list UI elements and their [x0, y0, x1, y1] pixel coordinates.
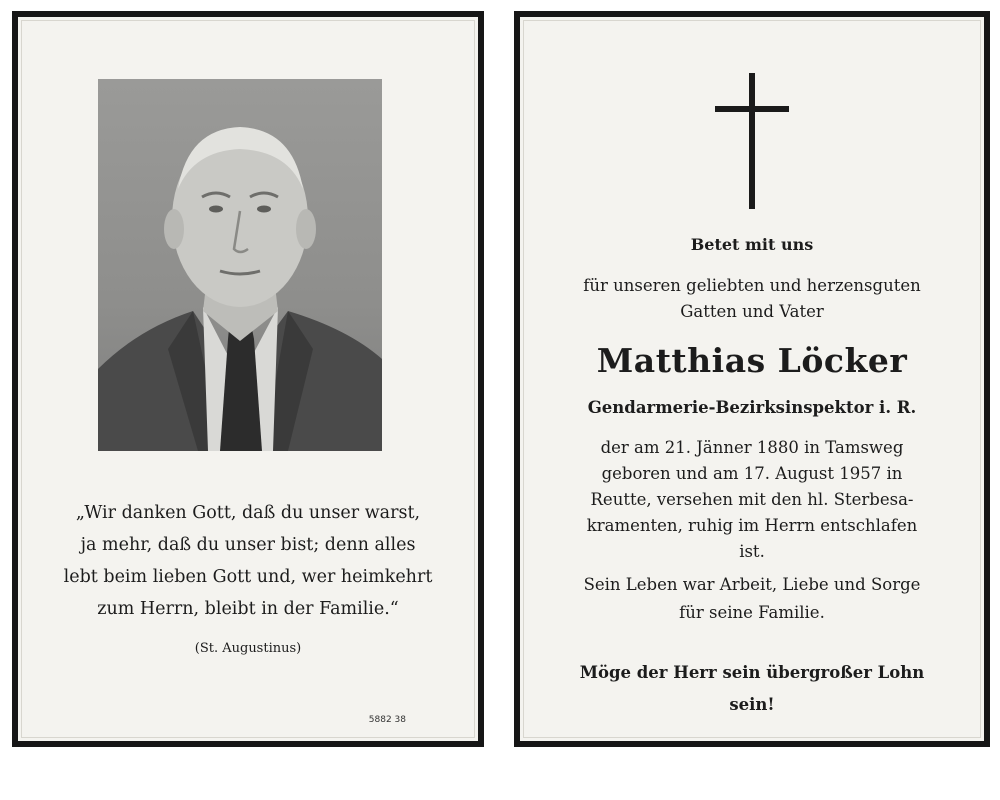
closing-line: Möge der Herr sein übergroßer Lohn [579, 663, 925, 682]
deceased-name: Matthias Löcker [596, 341, 908, 380]
portrait-photo [98, 79, 382, 451]
quote-line: ja mehr, daß du unser bist; denn alles [80, 535, 416, 555]
quote-text [48, 497, 448, 625]
latin-cross-icon [708, 73, 796, 209]
life-text [540, 571, 964, 627]
prayer-heading: Betet mit uns [690, 235, 814, 254]
life-line: für seine Familie. [679, 603, 825, 622]
left-card [12, 11, 484, 747]
intro-line: Gatten und Vater [680, 302, 824, 321]
right-card [514, 11, 990, 747]
biography-line: kramenten, ruhig im Herrn entschlafen [586, 516, 918, 535]
biography-line: geboren und am 17. August 1957 in [601, 464, 903, 483]
quote-attribution: (St. Augustinus) [194, 641, 302, 656]
print-number: 5882 38 [368, 715, 406, 725]
intro-line: für unseren geliebten und herzensguten [583, 276, 921, 295]
quote-line: lebt beim lieben Gott und, wer heimkehrt [63, 567, 433, 587]
quote-line: „Wir danken Gott, daß du unser warst, [75, 503, 421, 523]
closing-prayer [540, 657, 964, 721]
closing-line: sein! [729, 695, 775, 714]
biography-line: ist. [739, 542, 765, 561]
deceased-title: Gendarmerie-Bezirksinspektor i. R. [587, 398, 917, 417]
biography-line: Reutte, versehen mit den hl. Sterbesa- [590, 490, 914, 509]
quote-line: zum Herrn, bleibt in der Familie.“ [97, 599, 399, 619]
biography-line: der am 21. Jänner 1880 in Tamsweg [600, 438, 904, 457]
life-line: Sein Leben war Arbeit, Liebe und Sorge [583, 575, 921, 594]
portrait-photo-image [98, 79, 382, 451]
biography-text [540, 435, 964, 565]
